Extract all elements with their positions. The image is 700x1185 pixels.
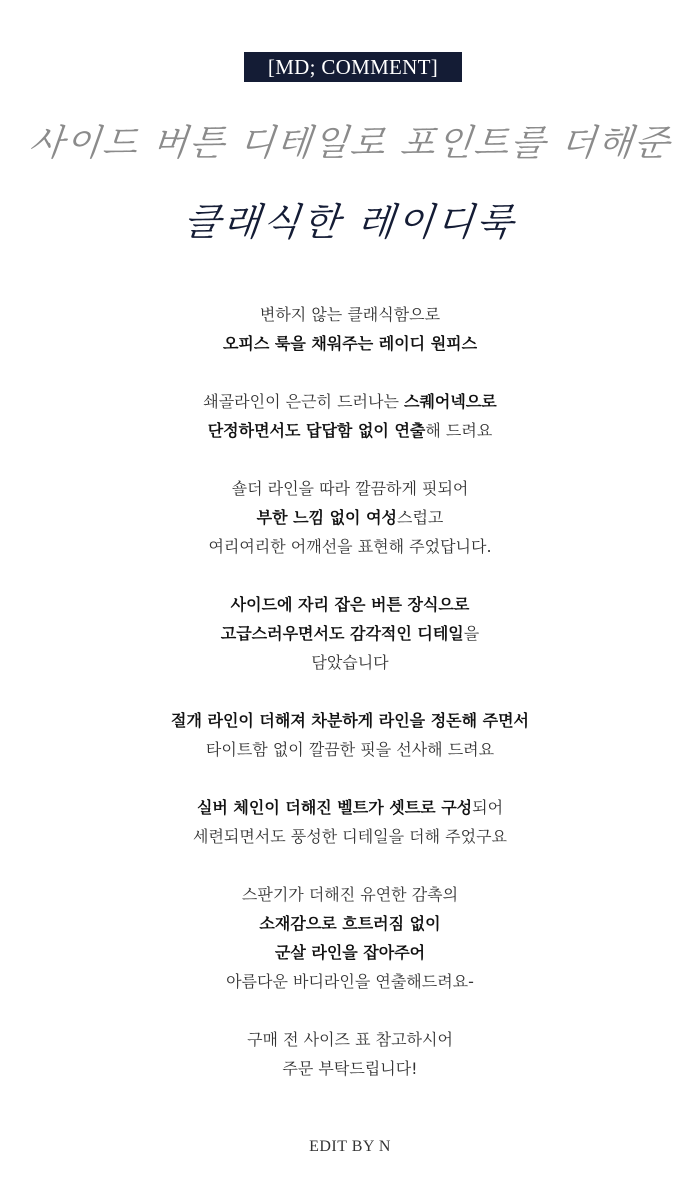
description-body <box>0 300 700 1112</box>
body-text: 주문 부탁드립니다! <box>282 1059 418 1078</box>
body-text: 쇄골라인이 은근히 드러나는 <box>203 392 404 411</box>
emphasis-text: 실버 체인이 더해진 벨트가 셋트로 구성 <box>196 798 473 817</box>
description-line <box>0 880 700 909</box>
body-text: 구매 전 사이즈 표 참고하시어 <box>247 1030 453 1049</box>
body-text: 해 드려요 <box>425 421 493 440</box>
description-paragraph <box>0 300 700 358</box>
body-text: 변하지 않는 클래식함으로 <box>259 305 441 324</box>
description-line <box>0 938 700 967</box>
description-line <box>0 300 700 329</box>
description-line <box>0 416 700 445</box>
description-line <box>0 532 700 561</box>
body-text: 여리여리한 어깨선을 표현해 주었답니다. <box>208 537 492 556</box>
description-line <box>0 822 700 851</box>
emphasis-text: 군살 라인을 잡아주어 <box>274 943 426 962</box>
description-line <box>0 909 700 938</box>
body-text: 스럽고 <box>396 508 444 527</box>
description-line <box>0 1025 700 1054</box>
body-text: 스판기가 더해진 유연한 감촉의 <box>241 885 459 904</box>
body-text: 담았습니다 <box>311 653 389 672</box>
emphasis-text: 사이드에 자리 잡은 버튼 장식으로 <box>230 595 470 614</box>
description-line <box>0 387 700 416</box>
description-line <box>0 735 700 764</box>
body-text: 세련되면서도 풍성한 디테일을 더해 주었구요 <box>192 827 507 846</box>
description-line <box>0 590 700 619</box>
emphasis-text: 고급스러우면서도 감각적인 디테일 <box>220 624 464 643</box>
emphasis-text: 부한 느낌 없이 여성 <box>256 508 397 527</box>
description-paragraph <box>0 706 700 764</box>
description-line <box>0 503 700 532</box>
body-text: 을 <box>463 624 480 643</box>
description-line <box>0 706 700 735</box>
emphasis-text: 단정하면서도 답답함 없이 연출 <box>207 421 426 440</box>
description-line <box>0 1054 700 1083</box>
description-line <box>0 329 700 358</box>
body-text: 타이트함 없이 깔끔한 핏을 선사해 드려요 <box>205 740 495 759</box>
headline-line-1: 사이드 버튼 디테일로 포인트를 더해준 <box>26 123 674 164</box>
description-line <box>0 619 700 648</box>
description-paragraph <box>0 590 700 677</box>
body-text: 되어 <box>472 798 504 817</box>
headline-line-2: 클래식한 레이디룩 <box>181 200 519 244</box>
description-line <box>0 474 700 503</box>
emphasis-text: 스퀘어넥으로 <box>403 392 497 411</box>
body-text: 아름다운 바디라인을 연출해드려요- <box>226 972 474 991</box>
md-comment-badge: [MD; COMMENT] <box>244 52 462 82</box>
body-text: 숄더 라인을 따라 깔끔하게 핏되어 <box>231 479 469 498</box>
description-paragraph <box>0 474 700 561</box>
description-line <box>0 648 700 677</box>
description-paragraph <box>0 1025 700 1083</box>
description-paragraph <box>0 387 700 445</box>
description-line <box>0 967 700 996</box>
description-paragraph <box>0 880 700 996</box>
editor-credit: EDIT BY N <box>309 1138 391 1155</box>
emphasis-text: 절개 라인이 더해져 차분하게 라인을 정돈해 주면서 <box>171 711 529 730</box>
emphasis-text: 소재감으로 흐트러짐 없이 <box>259 914 441 933</box>
description-line <box>0 793 700 822</box>
emphasis-text: 오피스 룩을 채워주는 레이디 원피스 <box>222 334 478 353</box>
description-paragraph <box>0 793 700 851</box>
